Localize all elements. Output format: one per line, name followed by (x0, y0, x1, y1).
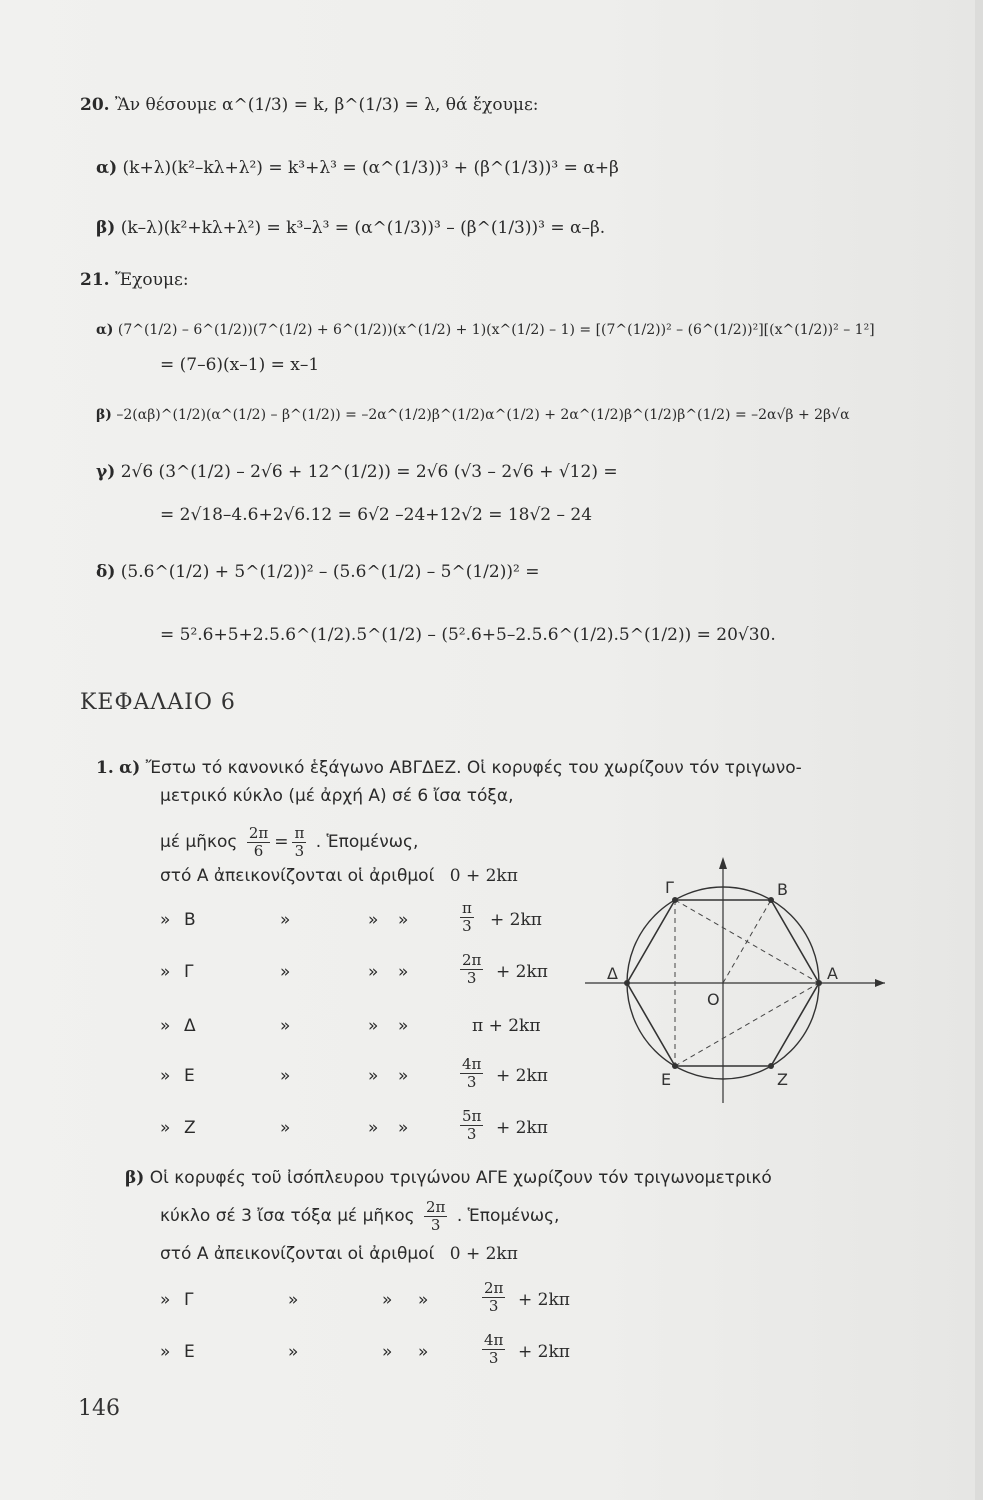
ditto-mark: » (160, 1290, 171, 1310)
ditto-mark: » (160, 962, 171, 982)
ex1-a-line3: μέ μῆκος $\frac{2\pi}{6}$ = $\frac{\pi}{3}$ . Ἑπομένως, (160, 823, 419, 860)
ex21-a-2 (160, 355, 319, 375)
ex20-a-expr: (k+λ)(k²–kλ+λ²) = k³+λ³ = (α^(1/3))³ + (β^(1/3))³ = α+β (122, 158, 619, 178)
label-B: Β (777, 880, 788, 899)
ex21-d-2 (160, 625, 776, 645)
vertex-label: Ε (184, 1342, 195, 1362)
ditto-mark: » (160, 1118, 171, 1138)
ex21-intro: Ἔχουμε: (114, 270, 189, 290)
ditto-mark: » (288, 1342, 299, 1362)
label-G: Γ (665, 878, 674, 897)
ex1-a-map-A: 0 + 2kπ (449, 866, 518, 886)
ex1-b-text1: Οἱ κορυφές τοῦ ἰσόπλευρου τριγώνου ΑΓΕ χωρίζουν τόν τριγωνομετρικό (149, 1168, 772, 1188)
value-rest: + 2kπ (490, 910, 542, 930)
value-rest: + 2kπ (496, 962, 548, 982)
ex1-b-map-A: 0 + 2kπ (449, 1244, 518, 1264)
vertex-point (768, 897, 774, 903)
ditto-mark: » (288, 1290, 299, 1310)
ex1-b-frac: $\frac{2\pi}{3}$ (426, 1197, 446, 1234)
ex20-a-label: α) (96, 158, 118, 178)
ex21-g-expr: 2√6 (3^(1/2) – 2√6 + 12^(1/2)) = 2√6 (√3 – 2√6 + √12) = (120, 462, 618, 482)
value-rest: + 2kπ (496, 1118, 548, 1138)
ex20-intro: Ἂν θέσουμε α^(1/3) = k, β^(1/3) = λ, θά ἔχουμε: (114, 95, 539, 115)
value-fraction: $\frac{\pi}{3}$ (462, 899, 472, 935)
vertex-point (672, 897, 678, 903)
vertex-point (672, 1063, 678, 1069)
ditto-mark: » (280, 1016, 291, 1036)
vertex-label: Γ (184, 962, 194, 982)
value-rest: π + 2kπ (472, 1016, 541, 1036)
chapter-heading: ΚΕΦΑΛΑΙΟ 6 (80, 690, 236, 715)
ditto-mark: » (368, 1118, 379, 1138)
ex21-b-label: β) (96, 407, 112, 423)
ex21-a-expr: (7^(1/2) – 6^(1/2))(7^(1/2) + 6^(1/2))(x^(1/2) + 1)(x^(1/2) – 1) = [(7^(1/2))² – (6^(1/2))²][(x^(1/2))² – 1²] (117, 322, 875, 338)
ex20-number: 20. (80, 95, 110, 115)
vertex-point (816, 980, 822, 986)
ex21-a (96, 320, 875, 340)
label-E: Ε (661, 1070, 672, 1089)
value-rest: + 2kπ (518, 1290, 570, 1310)
ditto-mark: » (160, 1016, 171, 1036)
ditto-mark: » (368, 1016, 379, 1036)
ex21-d (96, 562, 539, 582)
ex20-line (80, 95, 539, 115)
ex1-number: 1. (96, 758, 114, 778)
dashed-line (675, 983, 819, 1066)
ditto-mark: » (398, 1016, 409, 1036)
ditto-mark: » (280, 1066, 291, 1086)
x-axis-arrow (875, 979, 885, 987)
ex1-b-line2 (160, 1196, 559, 1236)
ex1-a-text3-pre: μέ μῆκος (160, 832, 238, 852)
ditto-mark: » (368, 910, 379, 930)
ex1-a-text3-post: . Ἑπομένως, (315, 832, 419, 852)
ex1-b-label: β) (125, 1168, 145, 1188)
ex1-b-map-intro-text: στό Α ἀπεικονίζονται οἱ ἀριθμοί (160, 1244, 435, 1264)
ex1-a-frac1: $\frac{2\pi}{6}$ (248, 823, 269, 860)
ditto-mark: » (382, 1290, 393, 1310)
vertex-point (624, 980, 630, 986)
ex21-number: 21. (80, 270, 110, 290)
ex21-a-label: α) (96, 322, 114, 338)
ex21-d-expr2: = 5².6+5+2.5.6^(1/2).5^(1/2) – (5².6+5–2.5.6^(1/2).5^(1/2)) = 20√30. (160, 625, 776, 645)
vertex-label: Ε (184, 1066, 195, 1086)
ditto-mark: » (160, 910, 171, 930)
vertex-label: Β (184, 910, 196, 930)
label-D: Δ (607, 964, 618, 983)
ditto-mark: » (382, 1342, 393, 1362)
ex1-a-label: α) (119, 758, 141, 778)
page-edge (975, 0, 983, 1500)
ex21-g-label: γ) (96, 462, 116, 482)
ex21-g-2 (160, 505, 592, 525)
ex21-line (80, 270, 189, 290)
ditto-mark: » (160, 1342, 171, 1362)
ditto-mark: » (368, 1066, 379, 1086)
ditto-mark: » (418, 1290, 429, 1310)
ex21-d-expr: (5.6^(1/2) + 5^(1/2))² – (5.6^(1/2) – 5^(1/2))² = (120, 562, 540, 582)
hexagon-circle-diagram (585, 855, 895, 1105)
ex21-g (96, 462, 618, 482)
ditto-mark: » (418, 1342, 429, 1362)
ex1-a-frac2: $\frac{\pi}{3}$ (294, 823, 305, 860)
ex20-a (96, 158, 619, 178)
ex20-b-expr: (k–λ)(k²+kλ+λ²) = k³–λ³ = (α^(1/3))³ – (β^(1/3))³ = α–β. (120, 218, 606, 238)
value-fraction: $\frac{2\pi}{3}$ (484, 1279, 504, 1315)
ex20-b (96, 218, 605, 238)
ex1-b-line1 (125, 1168, 772, 1188)
ex1-a-line1 (96, 758, 802, 778)
ex1-b-text2-pre: κύκλο σέ 3 ἴσα τόξα μέ μῆκος (160, 1206, 415, 1226)
ditto-mark: » (398, 1066, 409, 1086)
dashed-line (723, 900, 771, 983)
value-rest: + 2kπ (518, 1342, 570, 1362)
ditto-mark: » (280, 962, 291, 982)
vertex-label: Γ (184, 1290, 194, 1310)
label-Z: Ζ (777, 1070, 788, 1089)
label-O: Ο (707, 990, 720, 1009)
vertex-label: Δ (184, 1016, 196, 1036)
ex21-a-expr2: = (7–6)(x–1) = x–1 (160, 355, 320, 375)
ex21-g-expr2: = 2√18–4.6+2√6.12 = 6√2 –24+12√2 = 18√2 – 24 (160, 505, 593, 525)
ditto-mark: » (160, 1066, 171, 1086)
ex1-b-text2-post: . Ἑπομένως, (456, 1206, 560, 1226)
ex20-b-label: β) (96, 218, 116, 238)
ex21-b-expr: –2(αβ)^(1/2)(α^(1/2) – β^(1/2)) = –2α^(1/2)β^(1/2)α^(1/2) + 2α^(1/2)β^(1/2)β^(1/2) = –2α√β + 2β√α (116, 407, 850, 423)
ditto-mark: » (280, 910, 291, 930)
value-fraction: $\frac{5\pi}{3}$ (462, 1107, 482, 1143)
ditto-mark: » (398, 1118, 409, 1138)
label-A: Α (827, 964, 838, 983)
page-number: 146 (78, 1396, 120, 1421)
value-fraction: $\frac{4\pi}{3}$ (484, 1331, 504, 1367)
ex1-a-map-intro (160, 866, 518, 886)
ex1-a-map-intro-text: στό Α ἀπεικονίζονται οἱ ἀριθμοί (160, 866, 435, 886)
ditto-mark: » (368, 962, 379, 982)
ditto-mark: » (398, 910, 409, 930)
ex21-d-label: δ) (96, 562, 116, 582)
ditto-mark: » (398, 962, 409, 982)
value-rest: + 2kπ (496, 1066, 548, 1086)
vertex-point (768, 1063, 774, 1069)
vertex-label: Ζ (184, 1118, 196, 1138)
y-axis-arrow (719, 857, 727, 869)
ex21-b (96, 405, 850, 425)
ex1-b-map-intro (160, 1244, 518, 1264)
ditto-mark: » (280, 1118, 291, 1138)
ex1-a-line2: μετρικό κύκλο (μέ ἀρχή Α) σέ 6 ἴσα τόξα, (160, 786, 514, 806)
value-fraction: $\frac{2\pi}{3}$ (462, 951, 482, 987)
value-fraction: $\frac{4\pi}{3}$ (462, 1055, 482, 1091)
ex1-a-text1: Ἔστω τό κανονικό ἑξάγωνο ΑΒΓΔΕΖ. Οἱ κορυφές του χωρίζουν τόν τριγωνο- (145, 758, 802, 778)
